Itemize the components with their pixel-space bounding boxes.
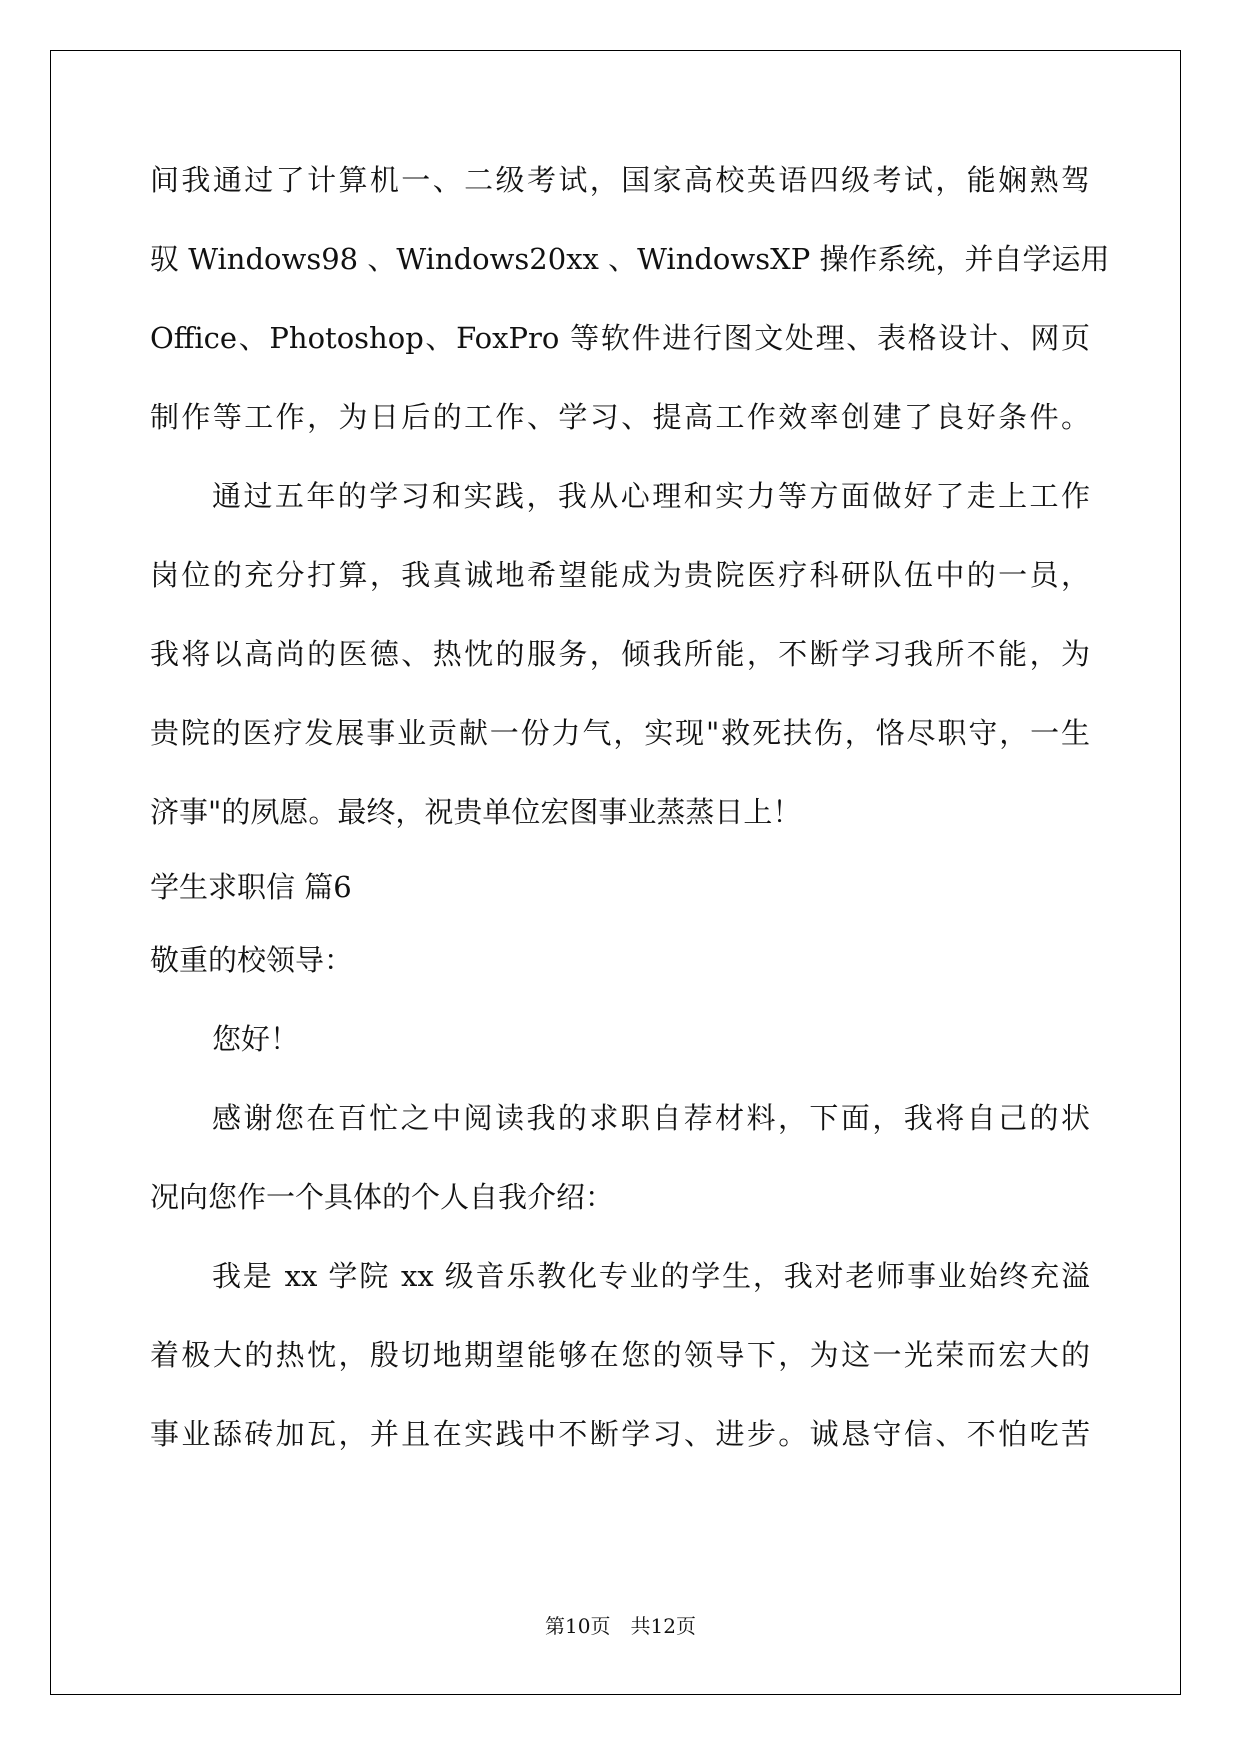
body-text-line: 感谢您在百忙之中阅读我的求职自荐材料，下面，我将自己的状 — [212, 1101, 1090, 1135]
body-text-line: 着极大的热忱，殷切地期望能够在您的领导下，为这一光荣而宏大的 — [150, 1338, 1090, 1372]
body-text-line: 通过五年的学习和实践，我从心理和实力等方面做好了走上工作 — [212, 479, 1090, 513]
body-text-line: 济事"的夙愿。最终，祝贵单位宏图事业蒸蒸日上！ — [150, 795, 802, 829]
greeting: 您好！ — [212, 1022, 300, 1056]
body-text-line: 间我通过了计算机一、二级考试，国家高校英语四级考试，能娴熟驾 — [150, 163, 1090, 197]
body-text-line: 事业舔砖加瓦，并且在实践中不断学习、进步。诚恳守信、不怕吃苦 — [150, 1417, 1090, 1451]
body-text-line: 我将以高尚的医德、热忱的服务，倾我所能，不断学习我所不能，为 — [150, 637, 1090, 671]
section-heading: 学生求职信 篇6 — [150, 870, 352, 904]
body-text-line: 驭 Windows98 、Windows20xx 、WindowsXP 操作系统，并自学运用 — [150, 242, 1110, 276]
page-number-footer: 第10页 共12页 — [545, 1614, 696, 1638]
body-text-line: 岗位的充分打算，我真诚地希望能成为贵院医疗科研队伍中的一员， — [150, 558, 1090, 592]
body-text-line: 我是 xx 学院 xx 级音乐教化专业的学生，我对老师事业始终充溢 — [212, 1259, 1090, 1293]
salutation: 敬重的校领导： — [150, 943, 354, 977]
body-text-line: 贵院的医疗发展事业贡献一份力气，实现"救死扶伤，恪尽职守，一生 — [150, 716, 1090, 750]
body-text-line: 况向您作一个具体的个人自我介绍： — [150, 1180, 615, 1214]
body-text-line: 制作等工作，为日后的工作、学习、提高工作效率创建了良好条件。 — [150, 400, 1090, 434]
body-text-line: Office、Photoshop、FoxPro 等软件进行图文处理、表格设计、网页 — [150, 321, 1090, 355]
